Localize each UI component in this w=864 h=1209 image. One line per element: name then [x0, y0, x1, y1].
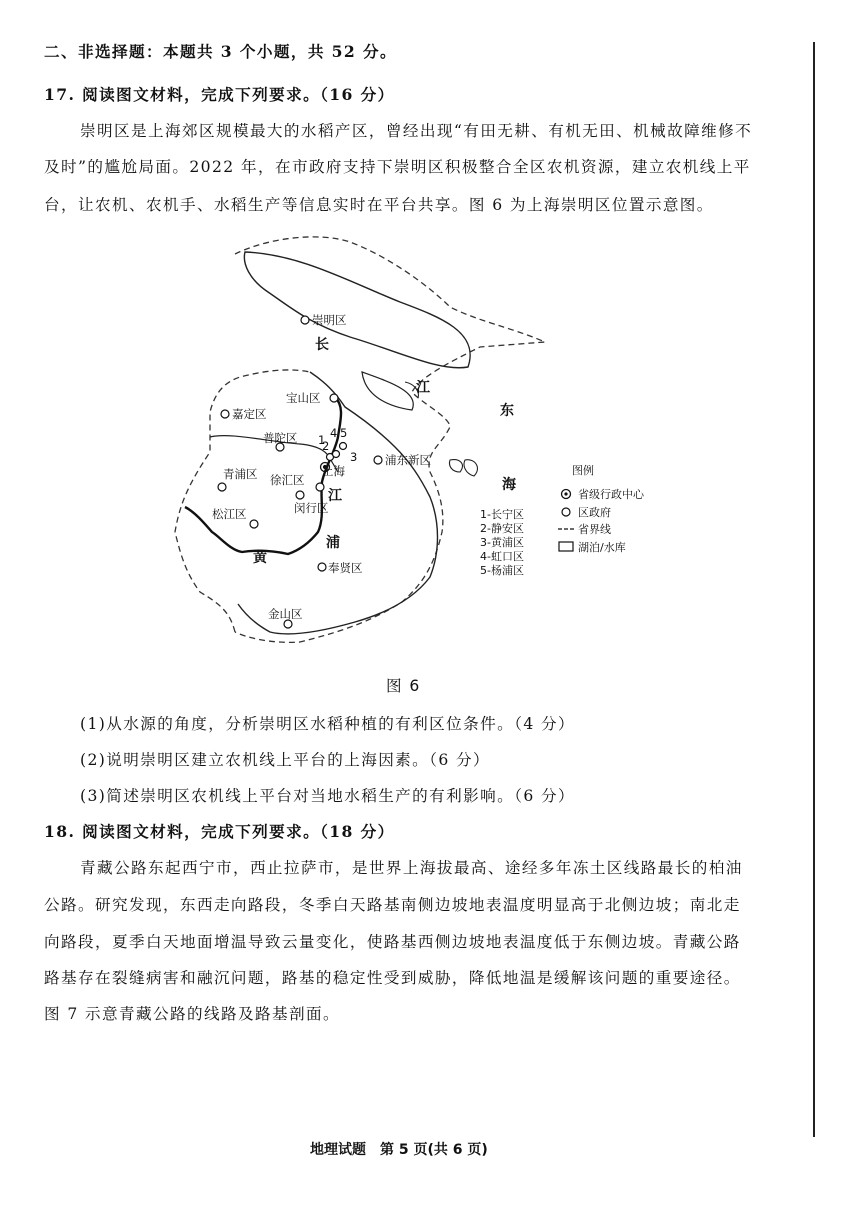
q18-para-line: 图 7 示意青藏公路的线路及路基剖面。 [44, 1005, 340, 1023]
q18-para-line: 公路。研究发现，东西走向路段，冬季白天路基南侧边坡地表温度明显高于北侧边坡；南北走 [44, 896, 741, 914]
q18-title: 18. 阅读图文材料，完成下列要求。（18 分） [44, 822, 395, 841]
legend-capital-icon [562, 490, 571, 499]
q18-para-line: 青藏公路东起西宁市，西止拉萨市，是世界上海拔最高、途经多年冻土区线路最长的柏油 [80, 859, 743, 877]
label-xuhui: 徐汇区 [270, 473, 305, 487]
label-fengxian: 奉贤区 [328, 561, 363, 575]
num-label: 5 [340, 426, 348, 440]
label-jiang2: 江 [328, 488, 342, 504]
label-jinshan: 金山区 [268, 607, 303, 621]
label-chongming: 崇明区 [312, 313, 347, 327]
q17-para-line: 崇明区是上海郊区规模最大的水稻产区，曾经出现“有田无耕、有机无田、机械故障维修不 [80, 122, 753, 140]
legend-district: 区政府 [578, 506, 611, 519]
number-key-item: 5-杨浦区 [480, 564, 524, 577]
label-pu: 浦 [326, 535, 340, 551]
label-putuo: 普陀区 [263, 431, 298, 445]
section-header: 二、非选择题：本题共 3 个小题，共 52 分。 [44, 42, 397, 61]
q17-title: 17. 阅读图文材料，完成下列要求。（16 分） [44, 85, 395, 104]
page-footer: 地理试题 第 5 页(共 6 页) [310, 1142, 488, 1158]
q17-question: (2)说明崇明区建立农机线上平台的上海因素。（6 分） [80, 751, 491, 769]
label-baoshan: 宝山区 [286, 391, 321, 405]
num-label: 2 [322, 439, 330, 453]
label-dong: 东 [500, 403, 514, 419]
number-key-item: 2-静安区 [480, 522, 524, 535]
number-key-item: 1-长宁区 [480, 508, 524, 521]
label-songjiang: 松江区 [212, 507, 247, 521]
q17-para-line: 台，让农机、农机手、水稻生产等信息实时在平台共享。图 6 为上海崇明区位置示意图。 [44, 196, 714, 214]
q18-para-line: 向路段，夏季白天地面增温导致云量变化，使路基西侧边坡地表温度低于东侧边坡。青藏公路 [44, 933, 741, 951]
figure-caption: 图 6 [386, 677, 421, 695]
shanghai-location-map [150, 232, 710, 662]
label-chang: 长 [315, 337, 329, 353]
legend-capital: 省级行政中心 [578, 488, 644, 501]
num-label: 1 [318, 433, 326, 447]
label-shanghai: 上海 [322, 464, 345, 478]
q17-question: (1)从水源的角度，分析崇明区水稻种植的有利区位条件。（4 分） [80, 715, 575, 733]
chongming-island [244, 252, 470, 368]
q17-para-line: 及时”的尴尬局面。2022 年，在市政府支持下崇明区积极整合全区农机资源，建立农机线上平 [44, 158, 751, 176]
legend-lake: 湖泊/水库 [578, 541, 626, 554]
label-huang: 黄 [253, 550, 267, 566]
legend-district-icon [562, 508, 570, 516]
island [362, 372, 413, 410]
q17-question: (3)简述崇明区农机线上平台对当地水稻生产的有利影响。（6 分） [80, 787, 575, 805]
label-qingpu: 青浦区 [223, 467, 258, 481]
label-jiang: 江 [416, 380, 430, 396]
num-label: 4 [330, 426, 338, 440]
margin-rule [813, 42, 815, 1137]
label-jiading: 嘉定区 [232, 407, 267, 421]
num-label: 3 [350, 450, 358, 464]
legend-lake-icon [559, 542, 573, 551]
label-hai: 海 [502, 477, 516, 493]
number-key-item: 3-黄浦区 [480, 536, 524, 549]
island [449, 460, 462, 472]
q18-para-line: 路基存在裂缝病害和融沉问题，路基的稳定性受到威胁，降低地温是缓解该问题的重要途径。 [44, 969, 741, 987]
label-minhang: 闵行区 [294, 501, 329, 515]
legend-title: 图例 [572, 464, 594, 477]
legend-boundary: 省界线 [578, 523, 611, 536]
island [464, 460, 477, 476]
number-key-item: 4-虹口区 [480, 550, 524, 563]
label-pudong: 浦东新区 [385, 453, 431, 467]
